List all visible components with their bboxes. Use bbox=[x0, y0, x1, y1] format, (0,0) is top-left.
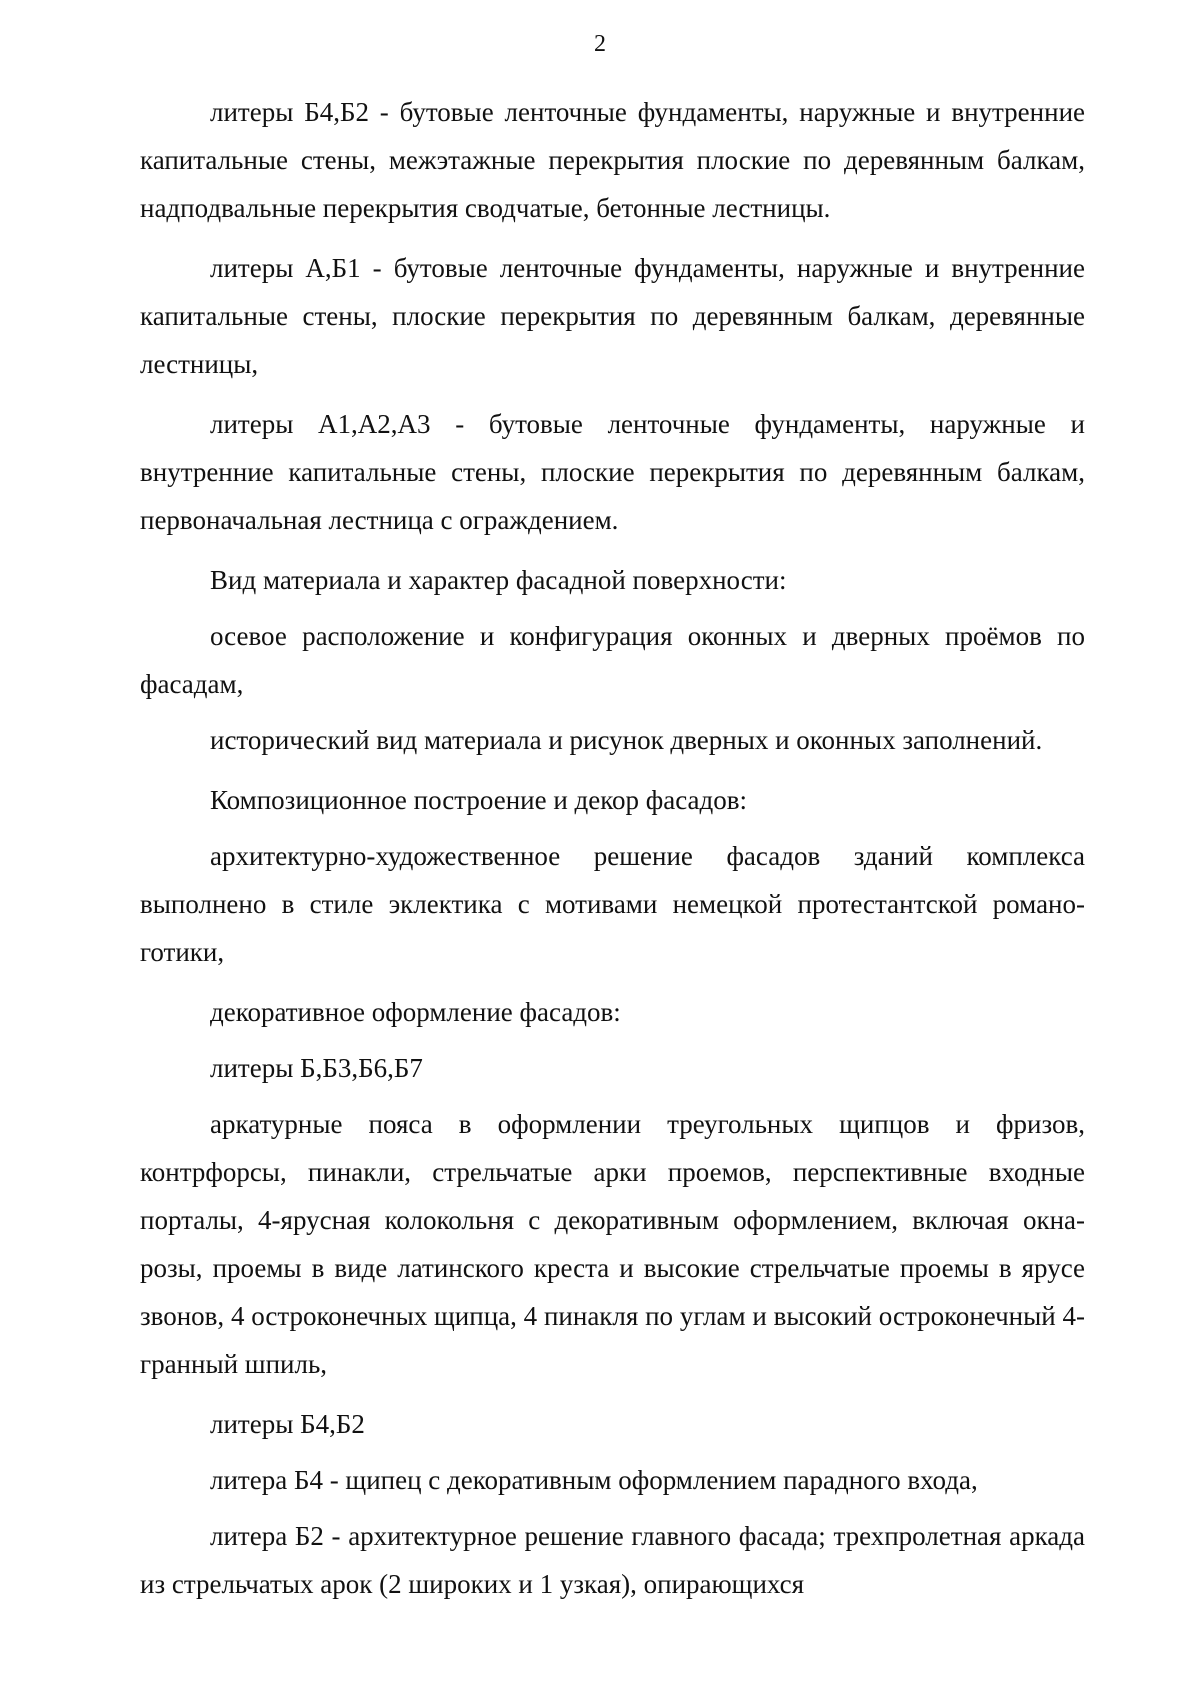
paragraph-litera-b4: литера Б4 - щипец с декоративным оформлением парадного входа, bbox=[210, 1465, 978, 1495]
paragraph-openings: осевое расположение и конфигурация оконных и дверных проёмов по фасадам, bbox=[140, 621, 1085, 699]
paragraph-material-heading: Вид материала и характер фасадной поверхности: bbox=[210, 565, 787, 595]
paragraph-litera-b2: литера Б2 - архитектурное решение главного фасада; трехпролетная аркада из стрельчатых арок (2 широких и 1 узкая), опирающихся bbox=[140, 1521, 1085, 1599]
paragraph-architectural-style: архитектурно-художественное решение фасадов зданий комплекса выполнено в стиле эклектика с мотивами немецкой протестантской романо-готики, bbox=[140, 841, 1085, 967]
paragraph-litery-a1-a2-a3-construction: литеры А1,А2,А3 - бутовые ленточные фундаменты, наружные и внутренние капитальные стены, плоские перекрытия по деревянным балкам, первоначальная лестница с ограждением. bbox=[140, 409, 1085, 535]
paragraph-litery-b4-b2: литеры Б4,Б2 bbox=[210, 1409, 365, 1439]
document-body bbox=[140, 88, 1085, 1620]
paragraph-decor-heading: декоративное оформление фасадов: bbox=[210, 997, 621, 1027]
paragraph-litery-b4-b2-construction: литеры Б4,Б2 - бутовые ленточные фундаменты, наружные и внутренние капитальные стены, межэтажные перекрытия плоские по деревянным балкам, надподвальные перекрытия сводчатые, бетонные лестницы. bbox=[140, 97, 1085, 223]
page-number: 2 bbox=[594, 31, 606, 57]
paragraph-litery-a-b1-construction: литеры А,Б1 - бутовые ленточные фундаменты, наружные и внутренние капитальные стены, плоские перекрытия по деревянным балкам, деревянные лестницы, bbox=[140, 253, 1085, 379]
paragraph-litery-b-b3-b6-b7: литеры Б,Б3,Б6,Б7 bbox=[210, 1053, 423, 1083]
paragraph-historical-material: исторический вид материала и рисунок дверных и оконных заполнений. bbox=[210, 725, 1043, 755]
paragraph-bell-tower-decor: аркатурные пояса в оформлении треугольных щипцов и фризов, контрфорсы, пинакли, стрельчатые арки проемов, перспективные входные порталы, 4-ярусная колокольня с декоративным оформлением, включая окна-розы, проемы в виде латинского креста и высокие стрельчатые проемы в ярусе звонов, 4 остроконечных щипца, 4 пинакля по углам и высокий остроконечный 4-гранный шпиль, bbox=[140, 1109, 1085, 1379]
paragraph-composition-heading: Композиционное построение и декор фасадов: bbox=[210, 785, 748, 815]
